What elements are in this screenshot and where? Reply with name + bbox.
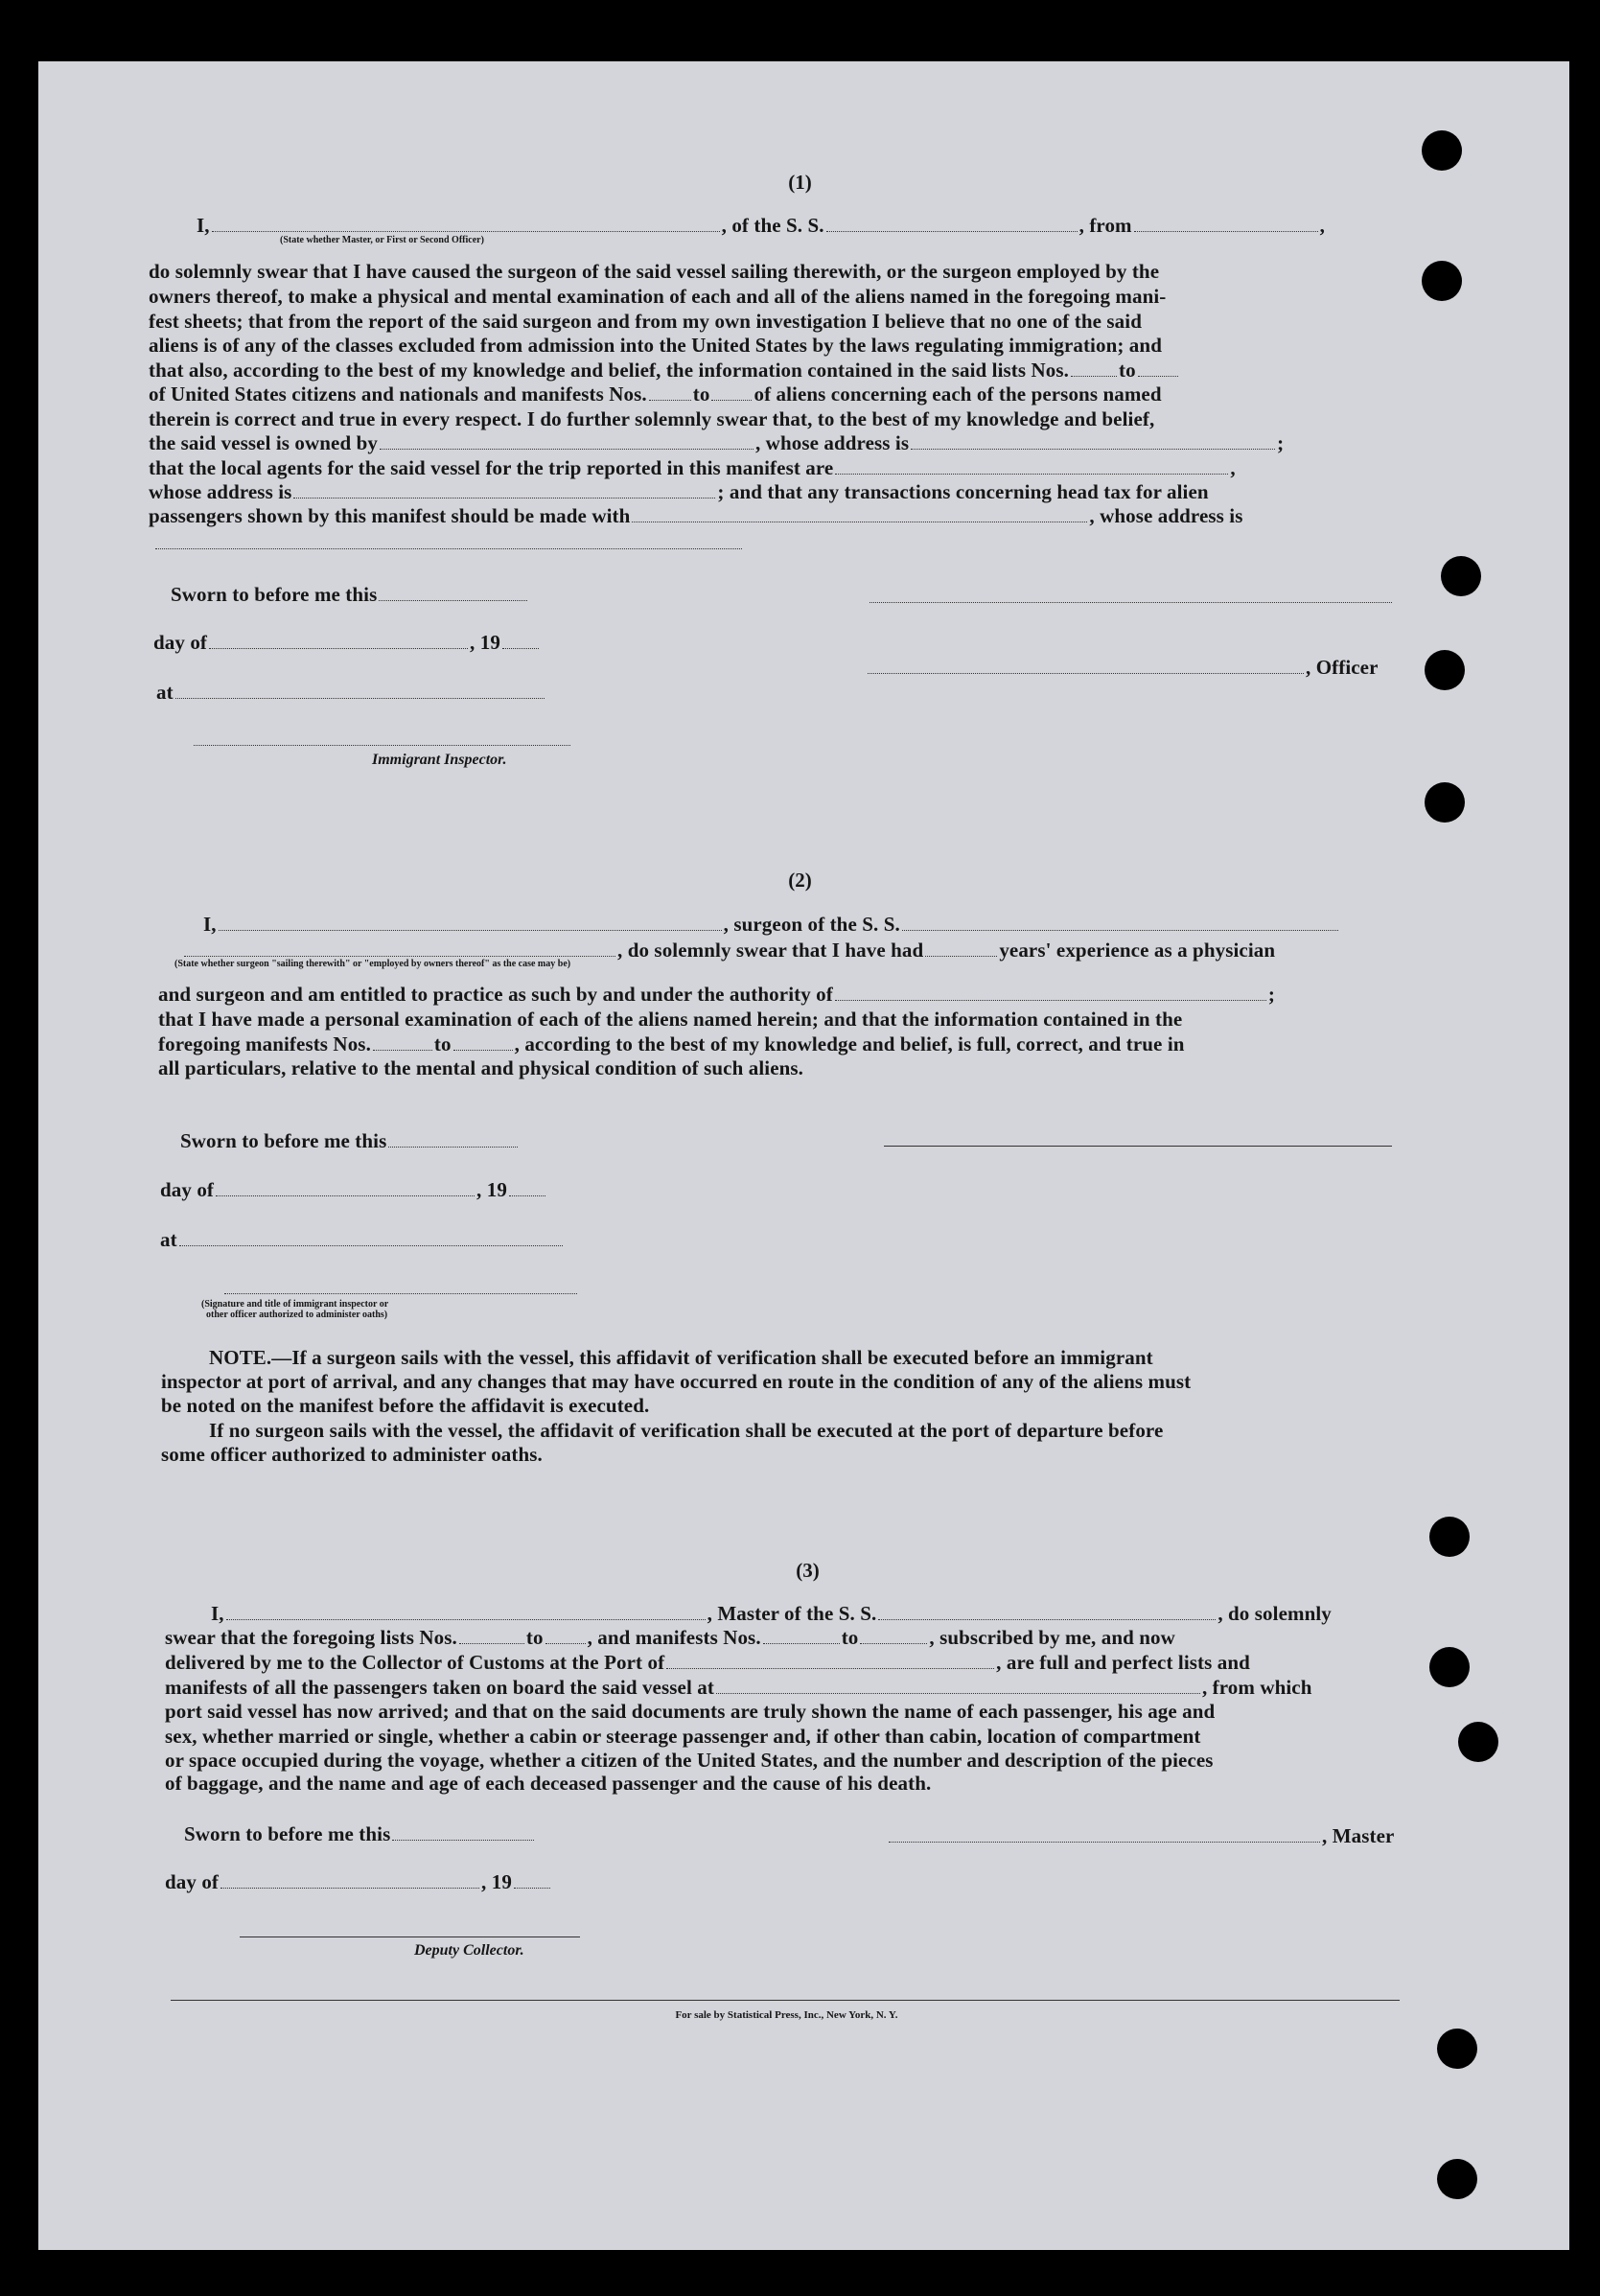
section-1-signer: Immigrant Inspector. bbox=[372, 752, 507, 768]
text: , Master bbox=[1322, 1824, 1395, 1847]
blank-s2-at[interactable] bbox=[179, 1232, 563, 1246]
text: , bbox=[1319, 214, 1326, 237]
text: , 19 bbox=[481, 1870, 512, 1893]
text: to bbox=[841, 1626, 859, 1649]
blank-s3-day[interactable] bbox=[220, 1874, 479, 1889]
section-1-para-5 bbox=[149, 358, 1180, 383]
punch-hole-5 bbox=[1425, 782, 1465, 823]
section-3-para-2 bbox=[165, 1650, 1250, 1675]
punch-hole-10 bbox=[1437, 2159, 1477, 2199]
text: If no surgeon sails with the vessel, the affidavit of verification shall be executed at the port of departure before bbox=[209, 1419, 1164, 1442]
blank-day[interactable] bbox=[209, 635, 468, 649]
section-1-para-9 bbox=[149, 455, 1236, 480]
section-1-para-10 bbox=[149, 479, 1209, 504]
text: sex, whether married or single, whether a cabin or steerage passenger and, if other than cabin, location of compartment bbox=[165, 1725, 1201, 1748]
text: I, bbox=[203, 913, 217, 936]
section-1-para-11 bbox=[149, 503, 1243, 528]
text: , whose address is bbox=[754, 431, 910, 454]
section-1-officer-note: (State whether Master, or First or Second Officer) bbox=[280, 235, 484, 245]
section-1-para-4 bbox=[149, 333, 1384, 358]
blank-officer[interactable] bbox=[212, 218, 720, 232]
text: , whose address is bbox=[1089, 504, 1243, 527]
note-line-2 bbox=[161, 1369, 1395, 1394]
blank-manifests-from[interactable] bbox=[649, 386, 691, 401]
text: ; bbox=[1267, 983, 1275, 1006]
punch-hole-1 bbox=[1422, 130, 1462, 171]
punch-hole-3 bbox=[1441, 556, 1481, 596]
text: the said vessel is owned by bbox=[149, 431, 378, 454]
text: to bbox=[525, 1626, 544, 1649]
section-3-para-5 bbox=[165, 1724, 1400, 1749]
section-2-signer-2: other officer authorized to administer oaths) bbox=[206, 1310, 388, 1320]
text: inspector at port of arrival, and any changes that may have occurred en route in the condition of any of the aliens must bbox=[161, 1370, 1192, 1393]
blank-s3-vessel[interactable] bbox=[878, 1606, 1216, 1620]
blank-s3-lists-to[interactable] bbox=[545, 1630, 586, 1644]
section-1-para-8 bbox=[149, 430, 1284, 455]
section-1-para-7 bbox=[149, 406, 1384, 431]
text: , do solemnly bbox=[1217, 1602, 1332, 1625]
punch-hole-2 bbox=[1422, 261, 1462, 301]
section-2-line-1 bbox=[203, 912, 1340, 937]
section-3-para-3 bbox=[165, 1675, 1312, 1700]
blank-s2-signature[interactable] bbox=[224, 1280, 577, 1294]
text: , of the S. S. bbox=[721, 214, 824, 237]
text: and surgeon and am entitled to practice as such by and under the authority of bbox=[158, 983, 833, 1006]
punch-hole-8 bbox=[1458, 1722, 1498, 1762]
blank-years[interactable] bbox=[925, 942, 997, 957]
punch-hole-4 bbox=[1425, 650, 1465, 690]
footer-rule bbox=[171, 2000, 1400, 2001]
text: manifests of all the passengers taken on board the said vessel at bbox=[165, 1676, 714, 1699]
blank-master-signature[interactable] bbox=[889, 1828, 1320, 1843]
text: , 19 bbox=[470, 631, 500, 654]
section-2-para-2 bbox=[158, 1007, 1393, 1032]
section-2-para-3 bbox=[158, 1032, 1185, 1056]
blank-head-tax-address[interactable] bbox=[155, 535, 742, 549]
blank-surgeon-type[interactable] bbox=[184, 942, 615, 957]
text: , from which bbox=[1201, 1676, 1312, 1699]
text: at bbox=[156, 681, 174, 704]
blank-lists-to[interactable] bbox=[1138, 362, 1178, 377]
text: , do solemnly swear that I have had bbox=[617, 939, 924, 962]
text: Sworn to before me this bbox=[184, 1822, 391, 1845]
text: of United States citizens and nationals and manifests Nos. bbox=[149, 383, 647, 406]
text: of aliens concerning each of the persons named bbox=[754, 383, 1162, 406]
section-2-at bbox=[160, 1227, 565, 1252]
text: whose address is bbox=[149, 480, 292, 503]
signature-line-2[interactable] bbox=[884, 1146, 1392, 1147]
blank-s3-manifests-to[interactable] bbox=[860, 1630, 927, 1644]
blank-s2-year[interactable] bbox=[509, 1182, 545, 1196]
blank-agents[interactable] bbox=[835, 460, 1228, 475]
blank-surgeon-vessel[interactable] bbox=[902, 916, 1338, 931]
text: , bbox=[1230, 456, 1236, 479]
text: , Master of the S. S. bbox=[707, 1602, 877, 1625]
text: , surgeon of the S. S. bbox=[723, 913, 900, 936]
text: I, bbox=[211, 1602, 224, 1625]
text: that I have made a personal examination of each of the aliens named herein; and that the information contained in the bbox=[158, 1008, 1183, 1031]
section-2-para-1 bbox=[158, 982, 1275, 1007]
section-2-sworn bbox=[180, 1128, 520, 1153]
section-2-para-4 bbox=[158, 1055, 803, 1080]
blank-s2-sworn-date[interactable] bbox=[388, 1133, 518, 1148]
punch-hole-7 bbox=[1429, 1647, 1470, 1687]
text: at bbox=[160, 1228, 177, 1251]
section-2-signer-1: (Signature and title of immigrant inspector or bbox=[201, 1299, 389, 1310]
blank-from[interactable] bbox=[1134, 218, 1318, 232]
blank-s2-day[interactable] bbox=[216, 1182, 475, 1196]
text: be noted on the manifest before the affidavit is executed. bbox=[161, 1394, 650, 1417]
blank-signature-1[interactable] bbox=[870, 589, 1392, 603]
section-1-day-of bbox=[153, 630, 541, 655]
text: foregoing manifests Nos. bbox=[158, 1032, 371, 1055]
blank-s3-manifests-from[interactable] bbox=[763, 1630, 840, 1644]
blank-manifests-to[interactable] bbox=[711, 386, 752, 401]
blank-agent-address[interactable] bbox=[293, 484, 715, 499]
text: do solemnly swear that I have caused the surgeon of the said vessel sailing therewith, or the surgeon employed by the bbox=[149, 260, 1160, 283]
text: or space occupied during the voyage, whether a citizen of the United States, and the number and description of the pieces bbox=[165, 1749, 1214, 1772]
section-3-para-6 bbox=[165, 1748, 1400, 1773]
section-2-number: (2) bbox=[788, 869, 812, 892]
section-3-number: (3) bbox=[796, 1559, 820, 1582]
text: port said vessel has now arrived; and that on the said documents are truly shown the name of each passenger, his age and bbox=[165, 1700, 1216, 1723]
text: owners thereof, to make a physical and mental examination of each and all of the aliens named in the foregoing mani- bbox=[149, 285, 1167, 308]
text: to bbox=[692, 383, 710, 406]
text: that the local agents for the said vessel for the trip reported in this manifest are bbox=[149, 456, 834, 479]
text: to bbox=[433, 1032, 452, 1055]
section-1-para-1 bbox=[149, 259, 1384, 284]
section-3-day-of bbox=[165, 1869, 552, 1894]
punch-hole-6 bbox=[1429, 1517, 1470, 1557]
text: , Officer bbox=[1306, 656, 1379, 679]
blank-s3-year[interactable] bbox=[514, 1874, 550, 1889]
text: years' experience as a physician bbox=[999, 939, 1276, 962]
section-2-day-of bbox=[160, 1177, 547, 1202]
section-3-signer: Deputy Collector. bbox=[414, 1942, 524, 1959]
blank-sworn-date[interactable] bbox=[379, 587, 527, 601]
section-1-officer-sign bbox=[866, 655, 1379, 680]
section-3-para-1 bbox=[165, 1625, 1175, 1650]
text: I, bbox=[197, 214, 210, 237]
blank-surgeon-name[interactable] bbox=[219, 916, 722, 931]
text: passengers shown by this manifest should be made with bbox=[149, 504, 631, 527]
blank-lists-from[interactable] bbox=[1071, 362, 1117, 377]
blank-s3-sworn-date[interactable] bbox=[392, 1826, 534, 1841]
text: Sworn to before me this bbox=[171, 583, 378, 606]
section-3-para-4 bbox=[165, 1699, 1400, 1724]
text: aliens is of any of the classes excluded from admission into the United States by the laws regulating immigration; and bbox=[149, 334, 1162, 357]
note-line-5 bbox=[161, 1442, 543, 1467]
blank-s2-from[interactable] bbox=[373, 1036, 432, 1051]
text: all particulars, relative to the mental and physical condition of such aliens. bbox=[158, 1056, 804, 1079]
note-line-4 bbox=[209, 1418, 1395, 1443]
text: that also, according to the best of my knowledge and belief, the information contained in the said lists Nos. bbox=[149, 359, 1070, 382]
text: to bbox=[1119, 359, 1136, 382]
section-1-para-6 bbox=[149, 382, 1162, 406]
blank-owner[interactable] bbox=[380, 435, 754, 450]
section-1-sworn bbox=[171, 582, 529, 607]
text: of baggage, and the name and age of each deceased passenger and the cause of his death. bbox=[165, 1772, 932, 1795]
text: NOTE.—If a surgeon sails with the vessel, this affidavit of verification shall be executed before an immigrant bbox=[209, 1346, 1153, 1369]
text: , subscribed by me, and now bbox=[929, 1626, 1175, 1649]
blank-year[interactable] bbox=[502, 635, 539, 649]
text: Sworn to before me this bbox=[180, 1129, 387, 1152]
blank-officer-signature[interactable] bbox=[868, 660, 1304, 674]
section-3-sworn bbox=[184, 1821, 536, 1846]
text: ; bbox=[1277, 431, 1285, 454]
text: delivered by me to the Collector of Customs at the Port of bbox=[165, 1651, 665, 1674]
blank-authority[interactable] bbox=[835, 986, 1266, 1001]
blank-master-name[interactable] bbox=[226, 1606, 706, 1620]
text: day of bbox=[160, 1178, 215, 1201]
text: swear that the foregoing lists Nos. bbox=[165, 1626, 457, 1649]
text: therein is correct and true in every respect. I do further solemnly swear that, to the best of my knowledge and belief, bbox=[149, 407, 1155, 430]
text: , according to the best of my knowledge and belief, is full, correct, and true in bbox=[514, 1032, 1185, 1055]
blank-s2-to[interactable] bbox=[453, 1036, 513, 1051]
text: day of bbox=[153, 631, 208, 654]
section-1-at bbox=[156, 680, 546, 705]
blank-owner-address[interactable] bbox=[911, 435, 1275, 450]
section-3-master-sign bbox=[887, 1823, 1394, 1848]
blank-inspector-signature[interactable] bbox=[194, 731, 570, 746]
text: , are full and perfect lists and bbox=[996, 1651, 1250, 1674]
note-line-1 bbox=[209, 1345, 1395, 1370]
blank-vessel[interactable] bbox=[826, 218, 1078, 232]
section-3-para-7 bbox=[165, 1771, 931, 1796]
blank-boarded-at[interactable] bbox=[716, 1680, 1200, 1694]
text: some officer authorized to administer oaths. bbox=[161, 1443, 543, 1466]
text: ; and that any transactions concerning head tax for alien bbox=[717, 480, 1209, 503]
blank-at[interactable] bbox=[175, 684, 545, 699]
text: fest sheets; that from the report of the said surgeon and from my own investigation I believe that no one of the said bbox=[149, 310, 1142, 333]
footer-imprint: For sale by Statistical Press, Inc., New York, N. Y. bbox=[675, 2009, 898, 2021]
section-2-surgeon-note: (State whether surgeon "sailing therewith" or "employed by owners thereof" as the case may be) bbox=[174, 959, 571, 969]
section-3-line-1 bbox=[211, 1601, 1332, 1626]
section-1-number: (1) bbox=[788, 171, 812, 194]
text: , and manifests Nos. bbox=[587, 1626, 761, 1649]
section-1-para-3 bbox=[149, 309, 1384, 334]
blank-head-tax[interactable] bbox=[632, 508, 1087, 522]
text: day of bbox=[165, 1870, 220, 1893]
text: , 19 bbox=[476, 1178, 507, 1201]
punch-hole-9 bbox=[1437, 2029, 1477, 2069]
section-1-para-2 bbox=[149, 284, 1384, 309]
blank-s3-lists-from[interactable] bbox=[459, 1630, 524, 1644]
text: , from bbox=[1078, 214, 1132, 237]
blank-port[interactable] bbox=[666, 1655, 994, 1669]
note-line-3 bbox=[161, 1393, 649, 1418]
